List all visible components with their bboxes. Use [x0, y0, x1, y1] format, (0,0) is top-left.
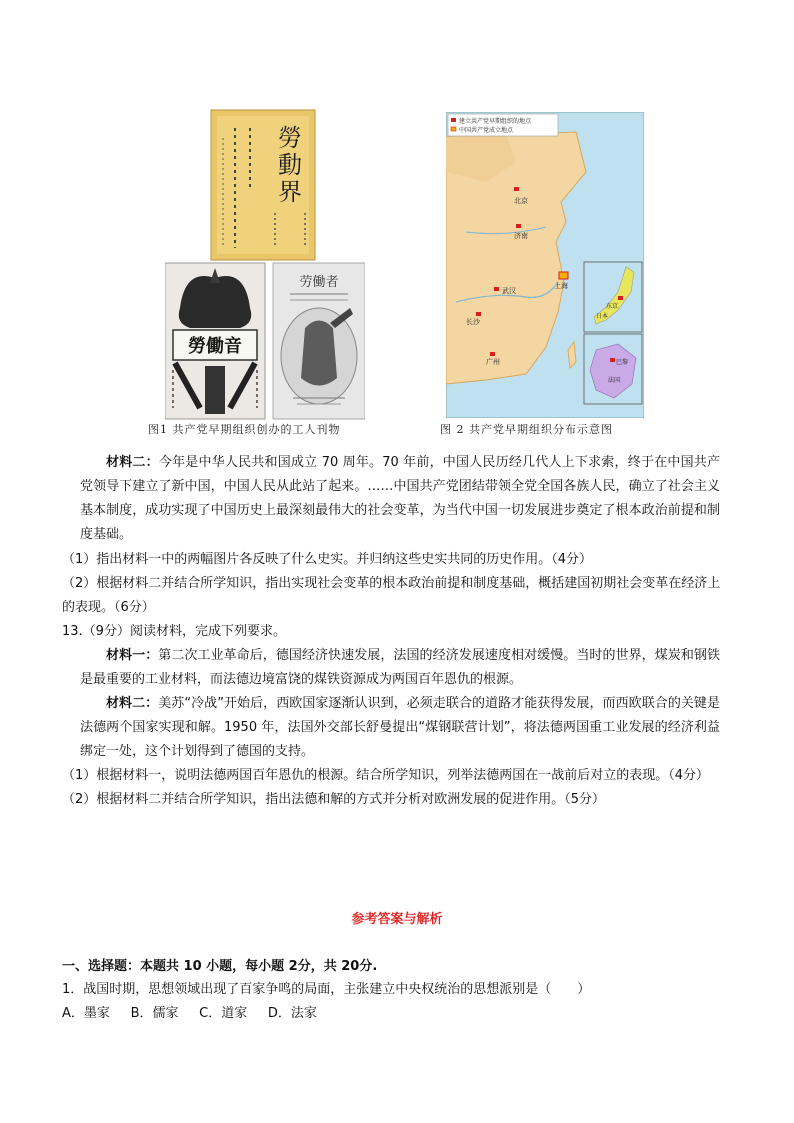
- magazine1-title-char2: 動: [278, 151, 302, 179]
- map-legend-1: 建立共产党早期组织的地点: [459, 118, 532, 125]
- flag-guangzhou: [490, 352, 495, 356]
- map-city-changsha: 长沙: [466, 318, 480, 326]
- magazine-laodongjie: [211, 110, 315, 260]
- magazine-laodongyin: [165, 263, 265, 419]
- map-city-jinan: 济南: [514, 232, 528, 240]
- map-city-beijing: 北京: [514, 197, 528, 205]
- party-distribution-map: [446, 112, 644, 418]
- option-a: A．墨家: [62, 1006, 110, 1021]
- q13-material-2-label: 材料二：: [106, 696, 159, 711]
- flag-jinan: [516, 224, 521, 228]
- map-country-japan: 日本: [596, 313, 609, 320]
- map-legend-2: 中国共产党成立地点: [459, 127, 514, 134]
- magazine-laodongzhe: [273, 263, 365, 419]
- question-13-subquestions: [62, 764, 732, 812]
- figure-1-magazines: [165, 108, 365, 420]
- map-city-wuhan: 武汉: [502, 287, 516, 295]
- q13-material-1: [80, 644, 720, 692]
- magazine1-title-char1: 勞: [278, 124, 302, 152]
- figure-2-caption: 图 2 共产党早期组织分布示意图: [440, 423, 613, 436]
- figure-1-caption: 图1 共产党早期组织创办的工人刊物: [148, 423, 341, 436]
- map-city-shanghai: 上海: [554, 282, 568, 290]
- magazine-images: [165, 108, 365, 420]
- q13-header: 13.（9分）阅读材料，完成下列要求。: [62, 624, 286, 639]
- option-d: D．法家: [267, 1006, 317, 1021]
- q13-material-1-label: 材料一：: [106, 648, 159, 663]
- material-2-paragraph: [80, 451, 720, 547]
- option-b: B．儒家: [130, 1006, 179, 1021]
- flag-beijing: [514, 187, 519, 191]
- magazine3-title: 劳働者: [299, 275, 339, 290]
- q13-sub2: （2）根据材料二并结合所学知识，指出法德和解的方式并分析对欧洲发展的促进作用。（5分）: [62, 792, 606, 807]
- q13-sub1: （1）根据材料一，说明法德两国百年恩仇的根源。结合所学知识，列举法德两国在一战前后对立的表现。（4分）: [62, 768, 710, 783]
- question-12-material-2: [80, 451, 720, 547]
- q12-sub2: （2）根据材料二并结合所学知识，指出实现社会变革的根本政治前提和制度基础，概括建国初期社会变革在经济上的表现。（6分）: [62, 576, 721, 615]
- question-1-options: [62, 1002, 317, 1021]
- flag-wuhan: [494, 287, 499, 291]
- map-country-france: 法国: [608, 377, 621, 384]
- q13-material-2: [80, 692, 720, 764]
- question-12-subquestions: [62, 548, 722, 644]
- magazine2-title: 勞働音: [188, 336, 242, 357]
- option-c: C．道家: [199, 1006, 248, 1021]
- q13-material-1-text: 第二次工业革命后，德国经济快速发展，法国的经济发展速度相对缓慢。当时的世界，煤炭和钢铁是最重要的工业材料，而法德边境富饶的煤铁资源成为两国百年恩仇的根源。: [80, 648, 720, 687]
- flag-shanghai: [559, 272, 568, 279]
- map-city-guangzhou: 广州: [486, 358, 500, 366]
- q13-material-2-text: 美苏“冷战”开始后，西欧国家逐渐认识到，必须走联合的道路才能获得发展，而西欧联合的关键是法德两个国家实现和解。1950 年，法国外交部长舒曼提出“煤钢联营计划”，将法德两国重工业发展的经济利益绑定一处，这个计划得到了德国的支持。: [80, 696, 720, 759]
- map-city-tokyo: 东京: [606, 303, 619, 310]
- q12-sub1: （1）指出材料一中的两幅图片各反映了什么史实。并归纳这些史实共同的历史作用。（4分）: [62, 552, 593, 567]
- question-13-materials: [80, 644, 720, 764]
- magazine1-title-char3: 界: [278, 178, 302, 206]
- material-2-label: 材料二：: [106, 455, 159, 470]
- material-2-text: 今年是中华人民共和国成立 70 周年。70 年前，中国人民历经几代人上下求索，终于在中国共产党领导下建立了新中国，中国人民从此站了起来。……中国共产党团结带领全党全国各族人民，确立了社会主义基本制度，成功实现了中国历史上最深刻最伟大的社会变革，为当代中国一切发展进步奠定了根本政治前提和制度基础。: [80, 455, 720, 542]
- figure-2-map: [446, 112, 644, 418]
- multiple-choice-section-title: 一、选择题：本题共 10 小题，每小题 2分，共 20分.: [62, 959, 378, 974]
- map-city-paris: 巴黎: [616, 359, 629, 366]
- flag-changsha: [476, 312, 481, 316]
- answer-section-title: 参考答案与解析: [351, 912, 443, 927]
- question-1-stem: 1．战国时期，思想领域出现了百家争鸣的局面，主张建立中央权统治的思想派别是（ ）: [62, 982, 591, 997]
